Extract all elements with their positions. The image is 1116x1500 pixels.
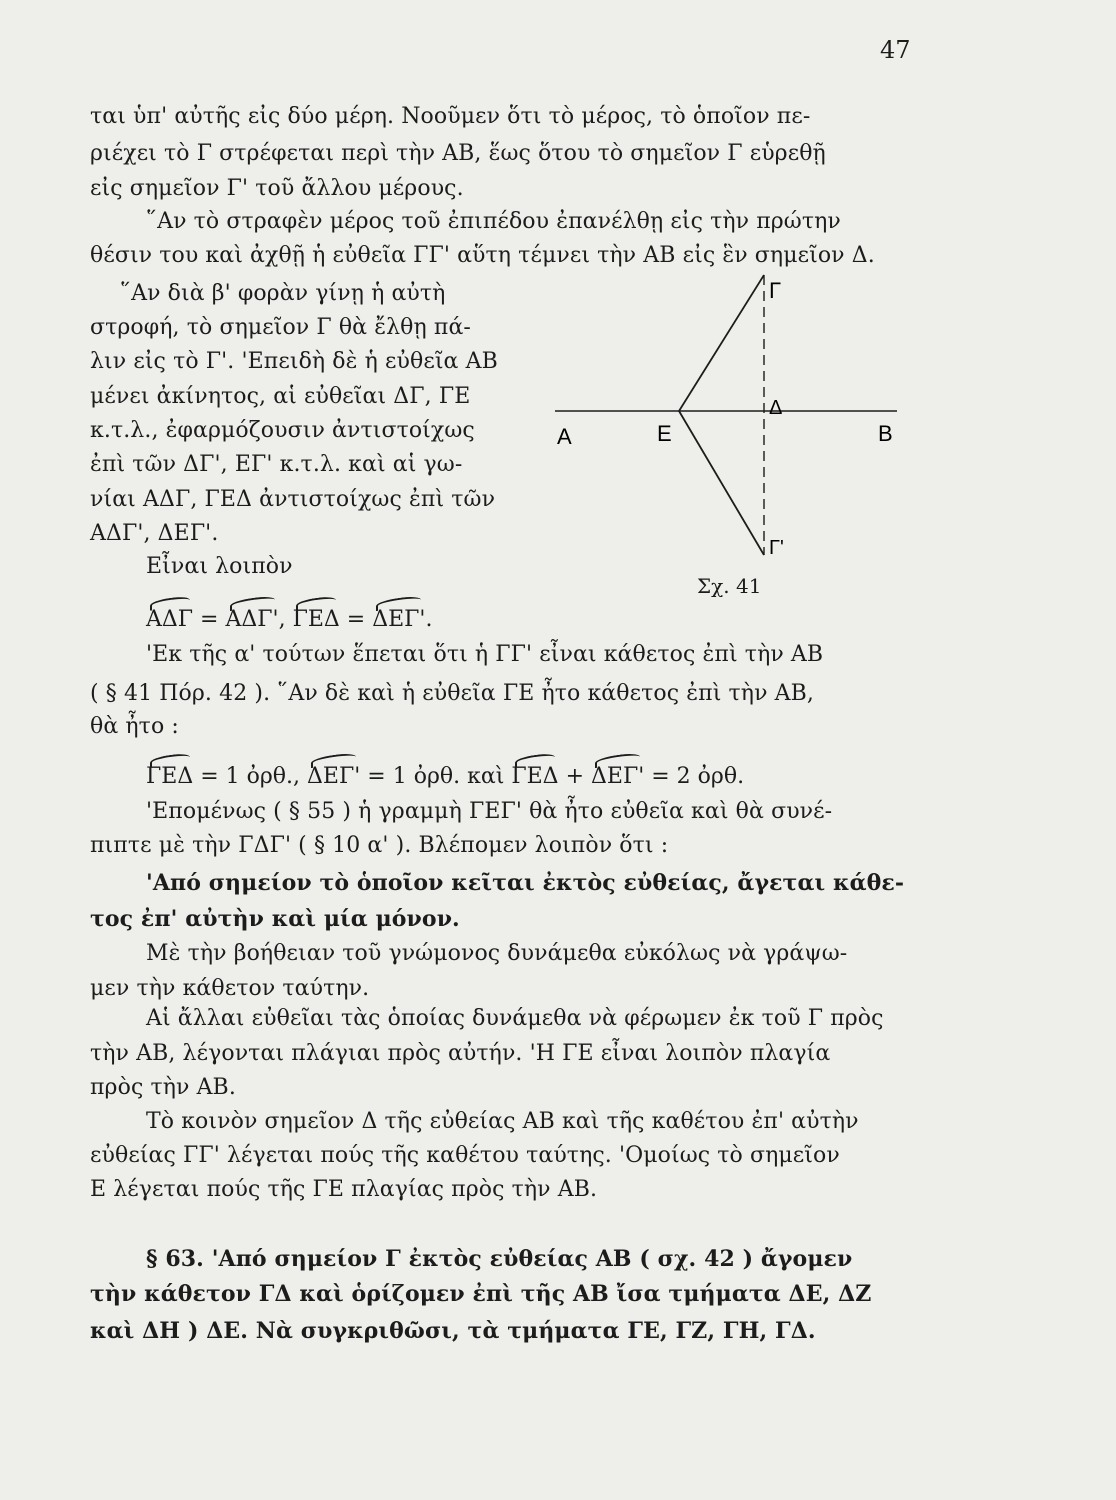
text-line: εἰς σημεῖον Γ' τοῦ ἄλλου μέρους.	[90, 176, 464, 201]
section-63-line: τὴν κάθετον ΓΔ καὶ ὁρίζομεν ἐπὶ τῆς ΑΒ ἴσα τμήματα ΔΕ, ΔΖ	[90, 1281, 872, 1307]
label-g: Γ	[769, 278, 782, 303]
text-line: ται ὑπ' αὐτῆς εἰς δύο μέρη. Νοοῦμεν ὅτι τὸ μέρος, τὸ ὁποῖον πε-	[90, 104, 811, 129]
text-line: ἐπὶ τῶν ΔΓ', ΕΓ' κ.τ.λ. καὶ αἱ γω-	[90, 452, 463, 477]
label-a: Α	[557, 424, 572, 449]
text-line: κ.τ.λ., ἐφαρμόζουσιν ἀντιστοίχως	[90, 418, 475, 443]
theorem-line: τος ἐπ' αὐτὴν καὶ μία μόνον.	[90, 906, 460, 932]
text-line: πιπτε μὲ τὴν ΓΔΓ' ( § 10 α' ). Βλέπομεν λοιπὸν ὅτι :	[90, 833, 669, 858]
angle-ged: ΓΕΔ	[511, 764, 559, 789]
text-line: 'Εκ τῆς α' τούτων ἕπεται ὅτι ἡ ΓΓ' εἶναι κάθετος ἐπὶ τὴν ΑΒ	[146, 642, 824, 667]
figure-caption: Σχ. 41	[697, 574, 762, 598]
line-ge	[679, 275, 764, 411]
text-line: θέσιν του καὶ ἀχθῇ ἡ εὐθεῖα ΓΓ' αὕτη τέμνει τὴν ΑΒ εἰς ἓν σημεῖον Δ.	[90, 243, 875, 268]
equals-sign: =	[193, 607, 226, 632]
angle-deg-prime: ΔΕΓ'	[591, 764, 645, 789]
text-line: μεν τὴν κάθετον ταύτην.	[90, 976, 370, 1001]
equation-text: = 2 ὀρθ.	[644, 764, 745, 789]
text-line: θὰ ἦτο :	[90, 714, 179, 739]
separator: ,	[278, 607, 293, 632]
label-d: Δ	[769, 397, 783, 419]
label-g-prime: Γ'	[769, 537, 784, 559]
figure-41	[545, 270, 905, 580]
text-line: μένει ἀκίνητος, αἱ εὐθεῖαι ΔΓ, ΓΕ	[90, 384, 471, 409]
page-number: 47	[880, 36, 911, 64]
equation-angles-equal	[146, 607, 432, 632]
text-line: Τὸ κοινὸν σημεῖον Δ τῆς εὐθείας ΑΒ καὶ τῆς καθέτου ἐπ' αὐτὴν	[146, 1109, 859, 1134]
theorem-line: 'Από σημείον τὸ ὁποῖον κεῖται ἐκτὸς εὐθείας, ἄγεται κάθε-	[146, 870, 905, 896]
text-line: ῞Αν διὰ β' φορὰν γίνῃ ἡ αὐτὴ	[120, 281, 446, 306]
angle-adg-prime: ΑΔΓ'	[225, 607, 279, 632]
angle-ged: ΓΕΔ	[292, 607, 340, 632]
line-eg-prime	[679, 411, 764, 555]
text-line: εὐθείας ΓΓ' λέγεται πούς τῆς καθέτου ταύτης. 'Ομοίως τὸ σημεῖον	[90, 1143, 840, 1168]
text-line: ΑΔΓ', ΔΕΓ'.	[90, 521, 219, 546]
text-line: Ε λέγεται πούς τῆς ΓΕ πλαγίας πρὸς τὴν ΑΒ.	[90, 1177, 598, 1202]
angle-ged: ΓΕΔ	[146, 764, 194, 789]
text-line: ( § 41 Πόρ. 42 ). ῞Αν δὲ καὶ ἡ εὐθεῖα ΓΕ ἦτο κάθετος ἐπὶ τὴν ΑΒ,	[90, 681, 814, 706]
text-line: τὴν ΑΒ, λέγονται πλάγιαι πρὸς αὐτήν. 'Η ΓΕ εἶναι λοιπὸν πλαγία	[90, 1041, 831, 1066]
text-line: Αἱ ἄλλαι εὐθεῖαι τὰς ὁποίας δυνάμεθα νὰ φέρωμεν ἐκ τοῦ Γ πρὸς	[146, 1006, 884, 1031]
section-63-line: καὶ ΔΗ ) ΔΕ. Νὰ συγκριθῶσι, τὰ τμήματα ΓΕ, ΓΖ, ΓΗ, ΓΔ.	[90, 1318, 816, 1344]
text-line: Εἶναι λοιπὸν	[146, 554, 293, 579]
section-63-line: § 63. 'Από σημείον Γ ἐκτὸς εὐθείας ΑΒ ( σχ. 42 ) ἄγομεν	[146, 1246, 853, 1272]
period: .	[425, 607, 433, 632]
text-line: Μὲ τὴν βοήθειαν τοῦ γνώμονος δυνάμεθα εὐκόλως νὰ γράψω-	[146, 941, 848, 966]
equation-text: +	[558, 764, 591, 789]
equation-text: = 1 ὀρθ. καὶ	[360, 764, 512, 789]
equation-right-angles	[146, 764, 744, 789]
text-line: ῞Αν τὸ στραφὲν μέρος τοῦ ἐπιπέδου ἐπανέλθῃ εἰς τὴν πρώτην	[146, 209, 841, 234]
label-b: Β	[878, 421, 893, 446]
equals-sign: =	[339, 607, 373, 632]
text-line: νίαι ΑΔΓ, ΓΕΔ ἀντιστοίχως ἐπὶ τῶν	[90, 487, 496, 512]
label-e: Ε	[657, 421, 672, 446]
text-line: 'Επομένως ( § 55 ) ἡ γραμμὴ ΓΕΓ' θὰ ἦτο εὐθεῖα καὶ θὰ συνέ-	[146, 799, 833, 824]
angle-adg: ΑΔΓ	[146, 607, 194, 632]
text-line: πρὸς τὴν ΑΒ.	[90, 1075, 236, 1100]
text-line: στροφή, τὸ σημεῖον Γ θὰ ἔλθῃ πά-	[90, 315, 471, 340]
angle-deg-prime: ΔΕΓ'	[307, 764, 361, 789]
text-line: λιν εἰς τὸ Γ'. 'Επειδὴ δὲ ἡ εὐθεῖα ΑΒ	[90, 349, 498, 374]
text-line: ριέχει τὸ Γ στρέφεται περὶ τὴν ΑΒ, ἕως ὅτου τὸ σημεῖον Γ εὑρεθῇ	[90, 141, 826, 166]
angle-deg-prime: ΔΕΓ'	[372, 607, 426, 632]
equation-text: = 1 ὀρθ.,	[193, 764, 308, 789]
